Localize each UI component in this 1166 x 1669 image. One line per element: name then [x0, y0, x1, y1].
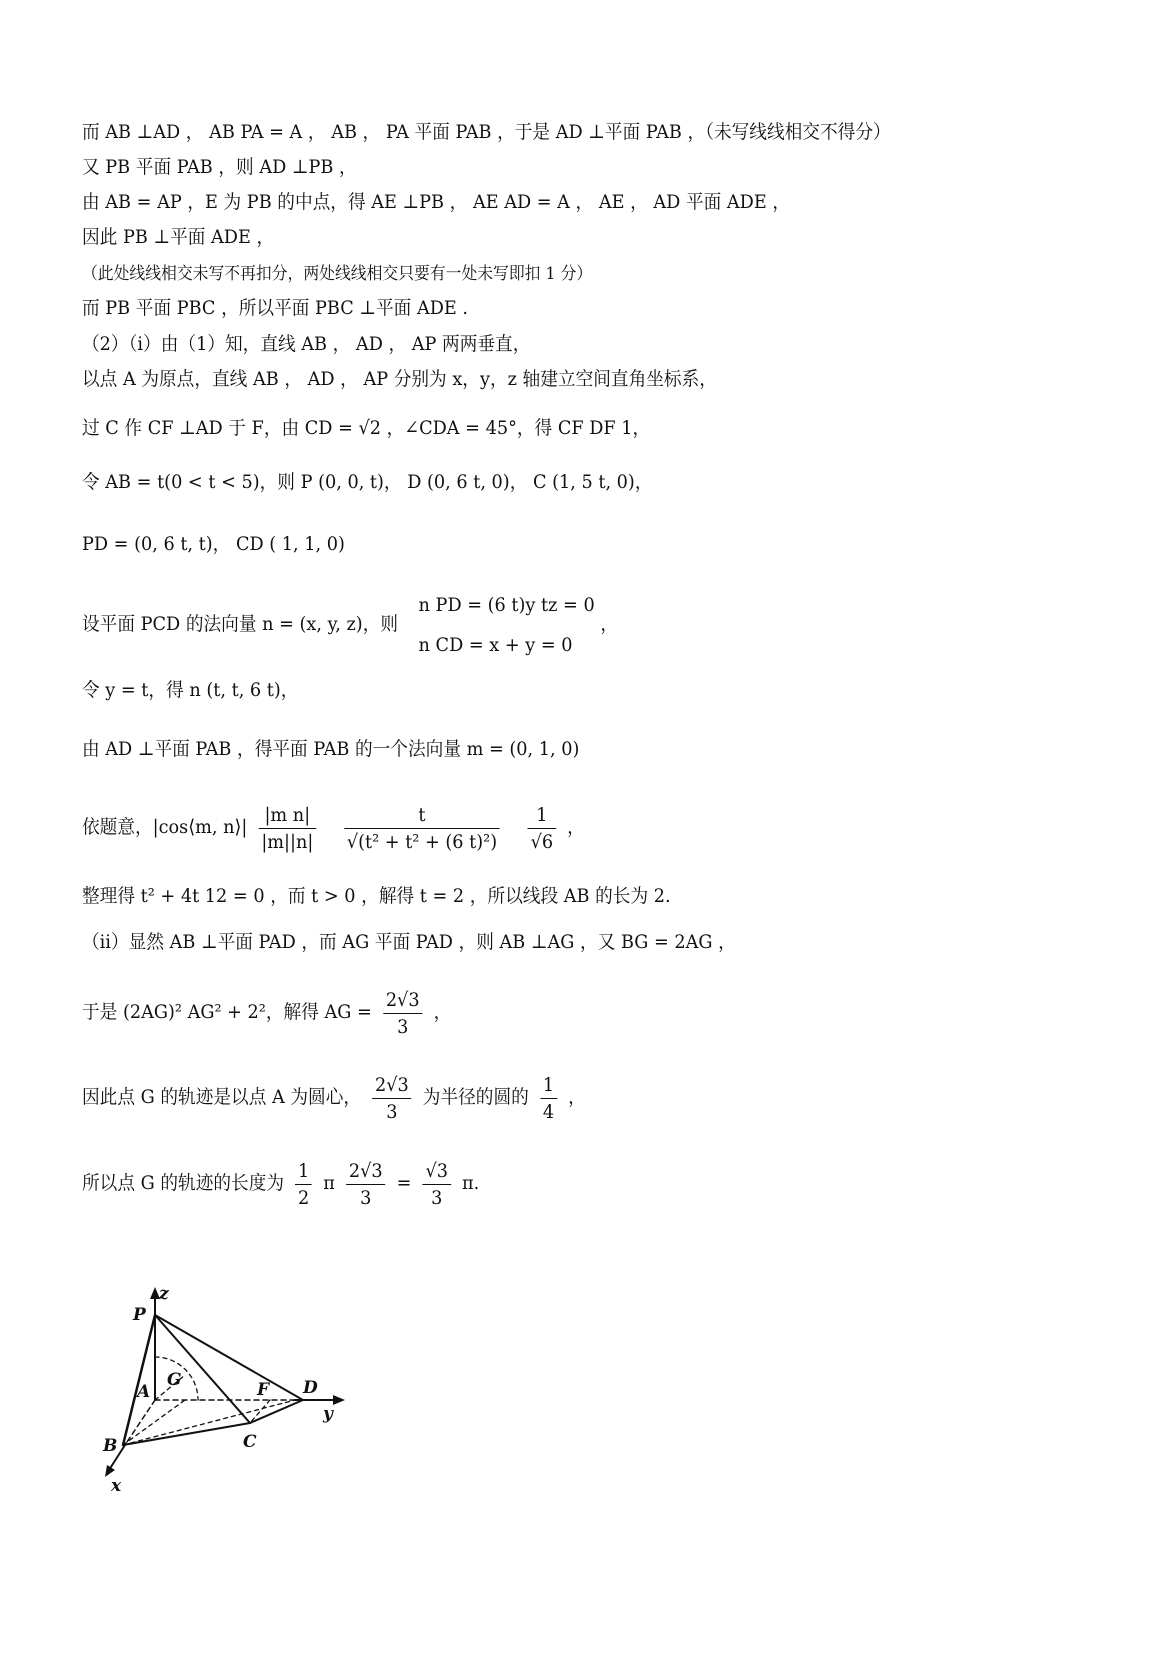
half-numerator: 1: [295, 1158, 312, 1185]
length-post: π.: [461, 1172, 480, 1194]
label-d: D: [303, 1378, 318, 1398]
half-fraction: [295, 1158, 312, 1211]
fraction-3-denominator: √6: [530, 830, 554, 853]
locus-text: 因此点 G 的轨迹是以点 A 为圆心，: [82, 1086, 362, 1108]
solution-line-2: 又 PB 平面 PAB ，则 AD ⊥PB ，: [82, 156, 357, 178]
radius-fraction-2: [346, 1158, 385, 1211]
label-p: P: [133, 1305, 146, 1325]
label-z: z: [159, 1285, 169, 1304]
cosine-fraction-2: [344, 802, 500, 855]
ag-numerator: 2√3: [383, 987, 422, 1014]
cosine-label: 依题意，|cos⟨m, n⟩|: [82, 816, 248, 838]
fraction-2-numerator: t: [344, 802, 500, 829]
equation-row-1: n PD = (6 t)y tz = 0: [418, 594, 595, 616]
quarter-numerator: 1: [540, 1072, 557, 1099]
length-line: [82, 1156, 479, 1211]
hidden-bd: [123, 1400, 295, 1445]
result-numerator: √3: [423, 1158, 451, 1185]
normal-vector-result: 令 y = t，得 n (t, t, 6 t)，: [82, 679, 299, 701]
normal-vector-line: [82, 585, 618, 665]
plane-pab-normal: 由 AD ⊥平面 PAB ，得平面 PAB 的一个法向量 m = (0, 1, 0): [82, 738, 580, 760]
label-c: C: [243, 1432, 257, 1452]
fraction-3-numerator: 1: [528, 802, 556, 829]
equation-system: [419, 585, 595, 665]
radius2-denominator: 3: [360, 1186, 372, 1209]
normal-vector-text: 设平面 PCD 的法向量 n = (x, y, z)，则: [82, 613, 399, 635]
solution-line-4: 因此 PB ⊥平面 ADE ，: [82, 226, 275, 248]
radius-numerator: 2√3: [372, 1072, 411, 1099]
quarter-fraction: [540, 1072, 557, 1125]
cosine-post: ，: [567, 816, 585, 838]
ag-fraction: [383, 987, 422, 1040]
ag-denominator: 3: [397, 1015, 409, 1038]
length-text: 所以点 G 的轨迹的长度为: [82, 1172, 285, 1194]
quadratic-solution: 整理得 t² + 4t 12 = 0 ，而 t > 0 ，解得 t = 2 ，所以线段 AB 的长为 2.: [82, 885, 671, 907]
radius2-numerator: 2√3: [346, 1158, 385, 1185]
coordinates-line: 令 AB = t(0 < t < 5)，则 P (0, 0, t)， D (0, 6 t, 0)， C (1, 5 t, 0)，: [82, 471, 653, 493]
label-f: F: [257, 1380, 270, 1400]
fraction-1-denominator: |m||n|: [261, 830, 314, 853]
label-g: G: [167, 1370, 182, 1390]
locus-line: [82, 1070, 586, 1125]
cf-construction-line: 过 C 作 CF ⊥AD 于 F，由 CD = √2 ，∠CDA = 45°，得 CF DF 1，: [82, 417, 651, 439]
solution-line-3: 由 AB = AP ，E 为 PB 的中点，得 AE ⊥PB ， AE AD = A ， AE ， AD 平面 ADE ，: [82, 191, 791, 213]
locus-post: ，: [568, 1086, 586, 1108]
fraction-2-denominator: √(t² + t² + (6 t)²): [346, 830, 498, 853]
part-2-intro: （2）（ⅰ）由（1）知，直线 AB ， AD ， AP 两两垂直，: [82, 333, 531, 355]
normal-vector-post: ，: [600, 613, 618, 635]
label-x: x: [111, 1476, 122, 1496]
cosine-line: [82, 800, 585, 855]
equals-sign: =: [396, 1172, 412, 1194]
pi-symbol-1: π: [323, 1172, 335, 1194]
ag-solution-line: [82, 985, 451, 1040]
result-denominator: 3: [431, 1186, 443, 1209]
quarter-denominator: 4: [542, 1100, 555, 1123]
equation-row-2: n CD = x + y = 0: [418, 634, 573, 656]
grading-note: （此处线线相交未写不再扣分，两处线线相交只要有一处未写即扣 1 分）: [82, 264, 593, 284]
pyramid-figure: [95, 1285, 365, 1505]
ag-equation: 于是 (2AG)² AG² + 2²，解得 AG =: [82, 1001, 372, 1023]
fraction-1-numerator: |m n|: [259, 802, 317, 829]
cosine-fraction-3: [528, 802, 556, 855]
result-fraction: [423, 1158, 451, 1211]
coordinate-system-line: 以点 A 为原点，直线 AB ， AD ， AP 分别为 x，y，z 轴建立空间直角坐标系，: [82, 368, 717, 390]
label-y: y: [323, 1404, 333, 1424]
solution-line-6: 而 PB 平面 PBC ，所以平面 PBC ⊥平面 ADE .: [82, 297, 469, 319]
edge-bc: [123, 1423, 250, 1445]
radius-fraction: [372, 1072, 411, 1125]
y-axis-arrow: [333, 1395, 345, 1405]
part-ii-line: （ⅱ）显然 AB ⊥平面 PAD ，而 AG 平面 PAD ，则 AB ⊥AG ，又 BG = 2AG ，: [82, 931, 736, 953]
ag-post: ，: [433, 1001, 452, 1023]
solution-line-1: 而 AB ⊥AD ， AB PA = A ， AB ， PA 平面 PAB ，于是 AD ⊥平面 PAB ，（未写线线相交不得分）: [82, 121, 891, 143]
label-b: B: [103, 1436, 118, 1456]
edge-pc: [155, 1315, 250, 1423]
edge-cd: [250, 1400, 303, 1423]
vectors-line: PD = (0, 6 t, t)， CD ( 1, 1, 0): [82, 533, 345, 555]
cosine-fraction-1: [259, 802, 317, 855]
label-a: A: [137, 1382, 151, 1402]
radius-denominator: 3: [386, 1100, 398, 1123]
half-denominator: 2: [298, 1186, 310, 1209]
locus-mid: 为半径的圆的: [422, 1086, 529, 1108]
